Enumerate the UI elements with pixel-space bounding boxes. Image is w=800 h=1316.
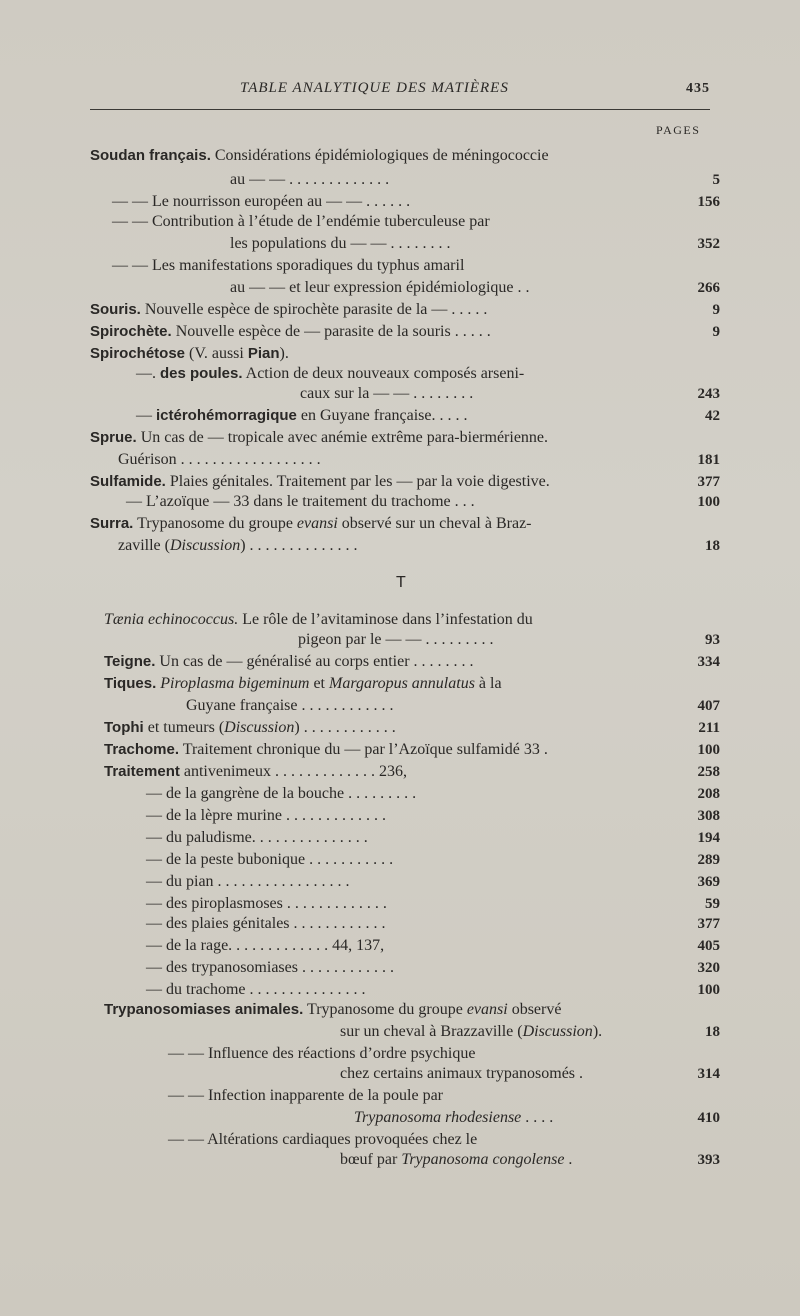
entry-text: — — Altérations cardiaques provoquées chez le bbox=[168, 1131, 478, 1148]
page-reference: 407 bbox=[697, 698, 720, 714]
page-reference: 289 bbox=[697, 852, 720, 868]
entry-text: — du paludisme. . . . . . . . . . . . . . . bbox=[146, 829, 368, 846]
entry-text: et bbox=[309, 675, 329, 692]
index-entry-line bbox=[146, 806, 386, 826]
index-entry-line bbox=[168, 1130, 477, 1150]
entry-heading: Spirochétose bbox=[90, 345, 186, 362]
index-entry-line bbox=[146, 872, 350, 892]
entry-heading: ictérohémorragique bbox=[156, 407, 297, 424]
entry-text: . bbox=[564, 1151, 573, 1168]
italic-term: evansi bbox=[296, 515, 338, 532]
entry-text: — de la lèpre murine . . . . . . . . . . . . . bbox=[146, 807, 386, 824]
pages-column-label: PAGES bbox=[656, 123, 701, 137]
entry-text: ) . . . . . . . . . . . . . . bbox=[240, 537, 358, 554]
entry-heading: Trypanosomiases animales. bbox=[104, 1001, 304, 1018]
entry-heading: Tiques. bbox=[104, 675, 157, 692]
index-entry-line bbox=[90, 428, 548, 448]
entry-text: Traitement chronique du — par l’Azoïque sulfamidé 33 . bbox=[179, 741, 548, 758]
page-reference: 258 bbox=[697, 764, 720, 780]
page-reference: 377 bbox=[697, 474, 720, 490]
entry-text: — des piroplasmoses . . . . . . . . . . . . . bbox=[146, 895, 387, 912]
index-entry-line bbox=[90, 300, 487, 320]
entry-heading: Tophi bbox=[104, 719, 144, 736]
index-entry-line bbox=[146, 980, 366, 1000]
entry-text: les populations du — — . . . . . . . . bbox=[230, 235, 451, 252]
index-entry-line bbox=[146, 828, 368, 848]
entry-text: Un cas de — généralisé au corps entier . . . . . . . . bbox=[155, 653, 474, 670]
entry-text: ). bbox=[592, 1023, 603, 1040]
index-entry-line bbox=[104, 674, 502, 694]
italic-term: Margaropus annulatus bbox=[328, 675, 475, 692]
page-reference: 377 bbox=[697, 916, 720, 932]
entry-text: — de la gangrène de la bouche . . . . . . . . . bbox=[146, 785, 417, 802]
page-reference: 243 bbox=[697, 386, 720, 402]
italic-term: evansi bbox=[466, 1001, 508, 1018]
entry-text: — — Infection inapparente de la poule par bbox=[168, 1087, 443, 1104]
page-reference: 100 bbox=[697, 982, 720, 998]
entry-text: (V. aussi bbox=[185, 345, 248, 362]
page-reference: 208 bbox=[697, 786, 720, 802]
index-entry-line bbox=[104, 1000, 561, 1020]
page-reference: 93 bbox=[705, 632, 720, 648]
page-reference: 100 bbox=[697, 742, 720, 758]
index-entry-line bbox=[104, 740, 548, 760]
entry-heading: Pian bbox=[247, 345, 280, 362]
index-entry-line bbox=[104, 762, 407, 782]
index-entry-line bbox=[118, 450, 321, 470]
entry-text: — du trachome . . . . . . . . . . . . . . . bbox=[146, 981, 366, 998]
index-entry-line bbox=[168, 1044, 475, 1064]
header-title: TABLE ANALYTIQUE DES MATIÈRES bbox=[240, 80, 509, 96]
entry-heading: Trachome. bbox=[104, 741, 180, 758]
entry-text: — des trypanosomiases . . . . . . . . . . . . bbox=[146, 959, 394, 976]
page-reference: 100 bbox=[697, 494, 720, 510]
entry-heading: Sulfamide. bbox=[90, 473, 166, 490]
page-reference: 369 bbox=[697, 874, 720, 890]
page-reference: 266 bbox=[697, 280, 720, 296]
entry-text: au — — . . . . . . . . . . . . . bbox=[230, 171, 390, 188]
index-entry-line bbox=[104, 718, 396, 738]
page-reference: 320 bbox=[697, 960, 720, 976]
italic-term: Piroplasma bigeminum bbox=[160, 675, 310, 692]
page-reference: 334 bbox=[697, 654, 720, 670]
index-entry-line bbox=[146, 914, 386, 934]
entry-text: au — — et leur expression épidémiologique . . bbox=[230, 279, 530, 296]
entry-heading: Spirochète. bbox=[90, 323, 172, 340]
index-entry-line bbox=[340, 1022, 602, 1042]
index-entry-line bbox=[298, 630, 494, 650]
page-reference: 352 bbox=[697, 236, 720, 252]
page-number: 435 bbox=[686, 81, 710, 96]
index-entry-line bbox=[112, 212, 490, 232]
entry-text: — des plaies génitales . . . . . . . . . . . . bbox=[146, 915, 386, 932]
entry-text: Guyane française . . . . . . . . . . . . bbox=[186, 697, 394, 714]
entry-text: Considérations épidémiologiques de méningococcie bbox=[210, 147, 549, 164]
index-entry-line bbox=[118, 536, 358, 556]
page-reference: 156 bbox=[697, 194, 720, 210]
index-entry-line bbox=[354, 1108, 553, 1128]
entry-text: ) . . . . . . . . . . . . bbox=[294, 719, 396, 736]
index-entry-line bbox=[230, 278, 529, 298]
index-entry-line bbox=[90, 322, 491, 342]
entry-text: — — Les manifestations sporadiques du typhus amaril bbox=[112, 257, 465, 274]
entry-text: ). bbox=[279, 345, 289, 362]
page-reference: 5 bbox=[712, 172, 720, 188]
italic-term: Trypanosoma congolense bbox=[401, 1151, 565, 1168]
entry-text: en Guyane française. . . . . bbox=[296, 407, 468, 424]
index-entry-line bbox=[90, 514, 532, 534]
index-entry-line bbox=[126, 492, 475, 512]
index-entry-line bbox=[146, 850, 393, 870]
index-entry-line bbox=[90, 344, 289, 364]
entry-text: observé sur un cheval à Braz- bbox=[337, 515, 532, 532]
index-entry-line bbox=[186, 696, 394, 716]
entry-heading: Traitement bbox=[104, 763, 180, 780]
entry-text: Le rôle de l’avitaminose dans l’infestation du bbox=[238, 611, 533, 628]
page-reference: 18 bbox=[705, 1024, 720, 1040]
entry-heading: Sprue. bbox=[90, 429, 137, 446]
page-reference: 194 bbox=[697, 830, 720, 846]
italic-term: Discussion bbox=[169, 537, 241, 554]
entry-text: — — Le nourrisson européen au — — . . . . . . bbox=[112, 193, 411, 210]
entry-text: pigeon par le — — . . . . . . . . . bbox=[298, 631, 494, 648]
entry-text: — de la peste bubonique . . . . . . . . . . . bbox=[146, 851, 394, 868]
section-letter-t: T bbox=[396, 574, 406, 591]
index-entry-line bbox=[104, 610, 533, 630]
entry-text: chez certains animaux trypanosomés . bbox=[340, 1065, 584, 1082]
index-entry-line bbox=[340, 1150, 572, 1170]
index-entry-line bbox=[230, 170, 389, 190]
entry-text: — de la rage. . . . . . . . . . . . . 44, 137, bbox=[146, 937, 385, 954]
entry-text: — bbox=[136, 407, 156, 424]
entry-text: antivenimeux . . . . . . . . . . . . . 236, bbox=[179, 763, 407, 780]
page-reference: 410 bbox=[697, 1110, 720, 1126]
italic-term: Discussion bbox=[522, 1023, 593, 1040]
entry-text: Trypanosome du groupe bbox=[303, 1001, 467, 1018]
italic-term: Trypanosoma rhodesiense bbox=[354, 1109, 522, 1126]
entry-heading: des poules. bbox=[160, 365, 243, 382]
index-entry-line bbox=[136, 364, 524, 384]
entry-heading: Soudan français. bbox=[90, 147, 211, 164]
page-reference: 393 bbox=[697, 1152, 720, 1168]
index-entry-line bbox=[340, 1064, 583, 1084]
page-reference: 405 bbox=[697, 938, 720, 954]
index-entry-line bbox=[230, 234, 450, 254]
entry-text: bœuf par bbox=[340, 1151, 402, 1168]
entry-text: Nouvelle espèce de — parasite de la souris . . . . . bbox=[171, 323, 491, 340]
entry-text: Guérison . . . . . . . . . . . . . . . . . . bbox=[118, 451, 321, 468]
entry-text: Plaies génitales. Traitement par les — par la voie digestive. bbox=[165, 473, 550, 490]
entry-heading: Souris. bbox=[90, 301, 141, 318]
page-reference: 18 bbox=[705, 538, 720, 554]
entry-heading: Teigne. bbox=[104, 653, 156, 670]
entry-text: Nouvelle espèce de spirochète parasite de la — . . . . . bbox=[140, 301, 488, 318]
index-entry-line bbox=[146, 958, 394, 978]
entry-text: caux sur la — — . . . . . . . . bbox=[300, 385, 474, 402]
index-entry-line bbox=[112, 192, 410, 212]
entry-text: Un cas de — tropicale avec anémie extrême para-biermérienne. bbox=[136, 429, 549, 446]
entry-text: — — Influence des réactions d’ordre psychique bbox=[168, 1045, 476, 1062]
page-reference: 59 bbox=[705, 896, 720, 912]
index-entry-line bbox=[146, 784, 416, 804]
index-entry-line bbox=[90, 146, 549, 166]
entry-text: sur un cheval à Brazzaville ( bbox=[340, 1023, 523, 1040]
entry-heading: Surra. bbox=[90, 515, 134, 532]
index-entry-line bbox=[146, 894, 387, 914]
running-header bbox=[240, 80, 710, 97]
page-reference: 9 bbox=[712, 324, 720, 340]
page-reference: 314 bbox=[697, 1066, 720, 1082]
header-rule bbox=[90, 109, 710, 110]
entry-text: — L’azoïque — 33 dans le traitement du trachome . . . bbox=[126, 493, 475, 510]
italic-term: Tænia echinococcus. bbox=[104, 611, 239, 628]
entry-text: —. bbox=[136, 365, 160, 382]
page-reference: 42 bbox=[705, 408, 720, 424]
index-entry-line bbox=[136, 406, 467, 426]
page-reference: 9 bbox=[712, 302, 720, 318]
index-entry-line bbox=[112, 256, 464, 276]
index-entry-line bbox=[300, 384, 473, 404]
index-entry-line bbox=[146, 936, 384, 956]
entry-text: — du pian . . . . . . . . . . . . . . . . . bbox=[146, 873, 350, 890]
entry-text: à la bbox=[474, 675, 502, 692]
page-reference: 308 bbox=[697, 808, 720, 824]
entry-text: Action de deux nouveaux composés arseni- bbox=[242, 365, 525, 382]
entry-text: et tumeurs ( bbox=[143, 719, 225, 736]
page-reference: 211 bbox=[698, 720, 720, 736]
entry-text: Trypanosome du groupe bbox=[133, 515, 297, 532]
page-reference: 181 bbox=[697, 452, 720, 468]
italic-term: Discussion bbox=[224, 719, 295, 736]
index-entry-line bbox=[104, 652, 474, 672]
index-entry-line bbox=[168, 1086, 443, 1106]
entry-text: observé bbox=[507, 1001, 562, 1018]
entry-text: . . . . bbox=[521, 1109, 554, 1126]
entry-text: — — Contribution à l’étude de l’endémie tuberculeuse par bbox=[112, 213, 490, 230]
index-entry-line bbox=[90, 472, 550, 492]
entry-text: zaville ( bbox=[118, 537, 170, 554]
